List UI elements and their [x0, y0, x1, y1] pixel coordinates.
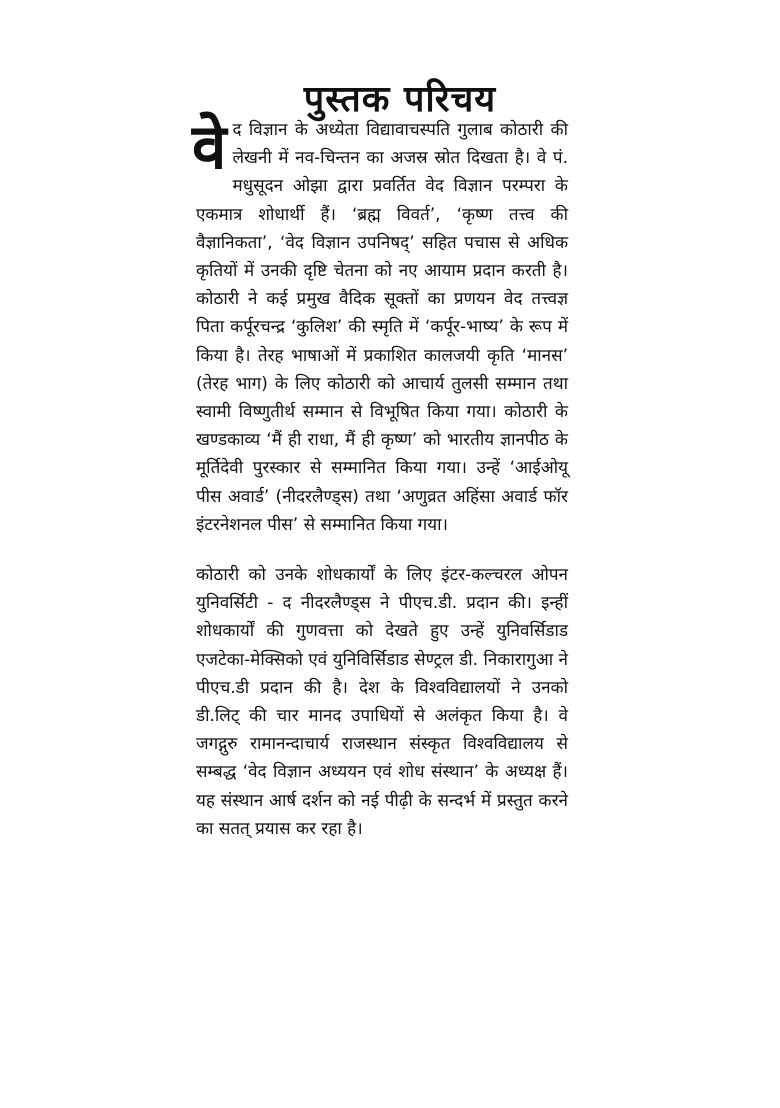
paragraph-1 [192, 110, 568, 539]
page-title: पुस्तक परिचय [303, 79, 497, 121]
paragraph-2 [196, 561, 568, 843]
paragraph-2-text: कोठारी को उनके शोधकार्यों के लिए इंटर-कल्चरल ओपन युनिवर्सिटी - द नीदरलैण्ड्स ने पीएच.डी. प्रदान की। इन्हीं शोधकार्यों की गुणवत्ता को देखते हुए उन्हें युनिवर्सिडाड एजटेका-मेक्सिको एवं युनिविर्सिडाड सेण्ट्रल डी. निकारागुआ ने पीएच.डी प्रदान की है। देश के विश्वविद्यालयों ने उनको डी.लिट् की चार मानद उपाधियों से अलंकृत किया है। वे जगद्गुरु रामानन्दाचार्य राजस्थान संस्कृत विश्वविद्यालय से सम्बद्ध ‘वेद विज्ञान अध्ययन एवं शोध संस्थान’ के अध्यक्ष हैं। यह संस्थान आर्ष दर्शन को नई पीढ़ी के सन्दर्भ में प्रस्तुत करने का सतत् प्रयास कर रहा है। [196, 565, 568, 839]
article-body [192, 110, 568, 843]
paragraph-1-text: द विज्ञान के अध्येता विद्यावाचस्पति गुलाब कोठारी की लेखनी में नव-चिन्तन का अजस्र स्रोत दिखता है। वे पं. मधुसूदन ओझा द्वारा प्रवर्तित वेद विज्ञान परम्परा के एकमात्र शोधार्थी हैं। ‘ब्रह्म विवर्त’, ‘कृष्ण तत्त्व की वैज्ञानिकता’, ‘वेद विज्ञान उपनिषद्’ सहित पचास से अधिक कृतियों में उनकी दृष्टि चेतना को नए आयाम प्रदान करती है। कोठारी ने कई प्रमुख वैदिक सूक्तों का प्रणयन वेद तत्त्वज्ञ पिता कर्पूरचन्द्र ‘कुलिश’ की स्मृति में ‘कर्पूर-भाष्य’ के रूप में किया है। तेरह भाषाओं में प्रकाशित कालजयी कृति ‘मानस’ (तेरह भाग) के लिए कोठारी को आचार्य तुलसी सम्मान तथा स्वामी विष्णुतीर्थ सम्मान से विभूषित किया गया। कोठारी के खण्डकाव्य ‘मैं ही राधा, मैं ही कृष्ण’ को भारतीय ज्ञानपीठ के मूर्तिदेवी पुरस्कार से सम्मानित किया गया। उन्हें ‘आईओयू पीस अवार्ड’ (नीदरलैण्ड्स) तथा ‘अणुव्रत अहिंसा अवार्ड फॉर इंटरनेशनल पीस’ से सम्मानित किया गया। [196, 120, 568, 535]
drop-cap: वे [192, 110, 227, 183]
